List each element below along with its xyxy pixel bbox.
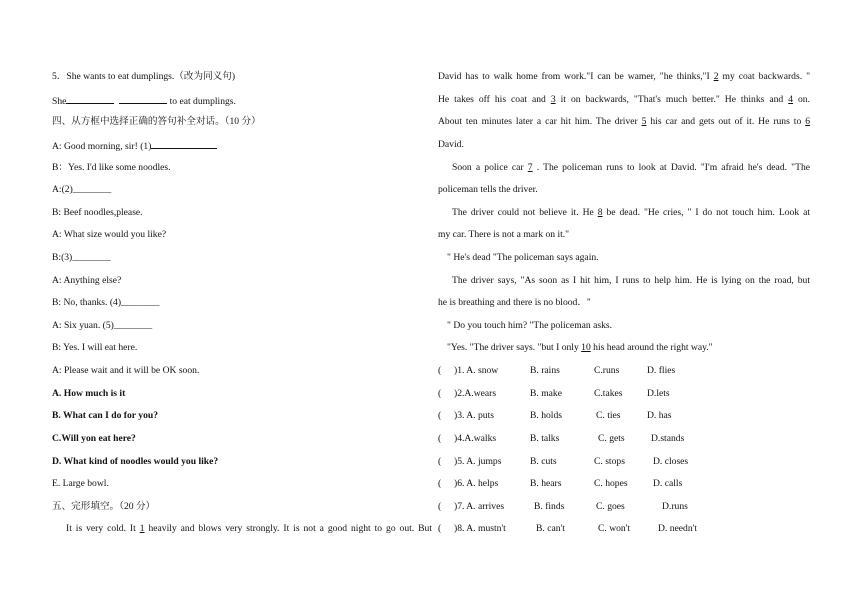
passage-line: David. — [438, 139, 464, 150]
choice-d: D. What kind of noodles would you like? — [52, 456, 219, 467]
option-c[interactable]: C.runs — [594, 365, 620, 376]
option-c[interactable]: C. gets — [598, 433, 625, 444]
option-c[interactable]: C. hopes — [594, 478, 628, 489]
option-b[interactable]: B. holds — [530, 410, 562, 421]
option-c[interactable]: C. goes — [596, 501, 625, 512]
q5-answer-suffix: to eat dumplings. — [167, 96, 236, 107]
answer-paren[interactable]: ( — [438, 388, 442, 399]
dialog-line: B: Beef noodles,please. — [52, 207, 143, 218]
option-b[interactable]: B. rains — [530, 365, 560, 376]
dialog-line: A: Anything else? — [52, 275, 122, 286]
passage-line — [438, 275, 810, 287]
option-row-7 — [438, 501, 688, 513]
answer-paren[interactable]: ( — [438, 456, 442, 467]
passage-line — [438, 116, 810, 128]
option-a[interactable]: )7. A. arrives — [454, 501, 505, 512]
option-a[interactable]: )4.A.walks — [454, 433, 497, 444]
passage-line — [447, 342, 713, 354]
option-b[interactable]: B. finds — [534, 501, 565, 512]
dialog-line: B: No, thanks. (4)________ — [52, 297, 160, 308]
dialog-line: A: Please wait and it will be OK soon. — [52, 365, 200, 376]
question-5-title: 5．She wants to eat dumplings.（改为同义句) — [52, 71, 236, 82]
answer-blank[interactable] — [66, 94, 114, 104]
option-d[interactable]: D.stands — [651, 433, 685, 444]
option-d[interactable]: D.lets — [647, 388, 670, 399]
dialog-line: B:(3)________ — [52, 252, 111, 263]
dialog-line: A:(2)________ — [52, 184, 112, 195]
section-5-title: 五、完形填空。（20 分） — [52, 501, 156, 512]
answer-paren[interactable]: ( — [438, 501, 442, 512]
option-d[interactable]: D.runs — [662, 501, 688, 512]
passage-text: it on backwards, "That's much better." He thinks and — [555, 94, 789, 105]
passage-text: on. — [793, 94, 810, 105]
cloze-number: 8 — [597, 207, 603, 218]
option-row-3 — [438, 410, 672, 422]
cloze-number: 7 — [527, 162, 533, 173]
option-row-5 — [438, 456, 688, 468]
passage-text: "Yes. "The driver says. "but I only — [447, 342, 582, 353]
passage-line: policeman tells the driver. — [438, 184, 538, 195]
cloze-number: 4 — [788, 94, 794, 105]
dialog-line — [52, 139, 217, 153]
choice-b: B. What can I do for you? — [52, 410, 158, 421]
passage-line — [438, 162, 810, 174]
passage-text: He takes off his coat and — [438, 94, 551, 105]
option-a[interactable]: )5. A. jumps — [454, 456, 502, 467]
cloze-number: 3 — [550, 94, 556, 105]
option-row-6 — [438, 478, 682, 490]
option-c[interactable]: C.takes — [594, 388, 623, 399]
q5-answer-prefix: She — [52, 96, 67, 107]
option-row-8 — [438, 523, 697, 535]
option-a[interactable]: )6. A. helps — [454, 478, 499, 489]
answer-paren[interactable]: ( — [438, 433, 442, 444]
cloze-number: 5 — [641, 116, 647, 127]
option-d[interactable]: D. closes — [653, 456, 689, 467]
passage-text: my coat backwards. " — [718, 71, 810, 82]
passage-text: The driver says, "As soon as I hit him, I runs to help him. He is lying on the road, but — [452, 275, 810, 286]
option-b[interactable]: B. cuts — [530, 456, 557, 467]
passage-text: his car and gets out of it. He runs to — [646, 116, 806, 127]
answer-paren[interactable]: ( — [438, 478, 442, 489]
option-c[interactable]: C. stops — [594, 456, 625, 467]
option-a[interactable]: )8. A. mustn't — [454, 523, 506, 534]
choice-a: A. How much is it — [52, 388, 126, 399]
passage-line: my car. There is not a mark on it." — [438, 229, 570, 240]
option-b[interactable]: B. can't — [536, 523, 565, 534]
passage-line — [438, 94, 810, 106]
passage-text: be dead. "He cries, " I do not touch him. Look at — [602, 207, 810, 218]
passage-line — [438, 207, 810, 219]
option-b[interactable]: B. talks — [530, 433, 560, 444]
option-a[interactable]: )1. A. snow — [454, 365, 499, 376]
answer-paren[interactable]: ( — [438, 523, 442, 534]
cloze-number: 1 — [139, 523, 145, 534]
passage-text: his head around the right way." — [590, 342, 713, 353]
passage-line — [438, 71, 810, 83]
passage-text: Soon a police car — [452, 162, 528, 173]
section-4-title: 四、从方框中选择正确的答句补全对话。（10 分） — [52, 116, 261, 127]
choice-e: E. Large bowl. — [52, 478, 109, 489]
question-5-answer-line — [52, 94, 236, 108]
option-a[interactable]: )3. A. puts — [454, 410, 494, 421]
dialog-line: B：Yes. I'd like some noodles. — [52, 162, 171, 173]
cloze-number: 2 — [713, 71, 719, 82]
cloze-number: 6 — [805, 116, 810, 127]
option-c[interactable]: C. won't — [598, 523, 631, 534]
option-a[interactable]: )2.A.wears — [454, 388, 497, 399]
option-row-2 — [438, 388, 670, 400]
passage-text: The driver could not believe it. He — [452, 207, 598, 218]
cloze-number: 10 — [581, 342, 591, 353]
passage-line: he is breathing and there is no blood．" — [438, 297, 591, 308]
option-b[interactable]: B. hears — [530, 478, 562, 489]
passage-text: David has to walk home from work."I can be wamer, "he thinks,"I — [438, 71, 714, 82]
dialog-line-text: A: Good morning, sir! (1) — [52, 141, 152, 152]
answer-blank[interactable] — [119, 94, 167, 104]
dialog-line: A: What size would you like? — [52, 229, 167, 240]
option-d[interactable]: D. has — [647, 410, 672, 421]
passage-text: About ten minutes later a car hit him. The driver — [438, 116, 642, 127]
choice-c: C.Will yon eat here? — [52, 433, 136, 444]
passage-line: " Do you touch him? "The policeman asks. — [447, 320, 613, 331]
cloze-first-line — [52, 523, 432, 535]
cloze-text: heavily and blows very strongly. It is not a good night to go out. But — [144, 523, 432, 534]
option-row-1 — [438, 365, 675, 377]
option-b[interactable]: B. make — [530, 388, 562, 399]
dialog-line: A: Six yuan. (5)________ — [52, 320, 153, 331]
option-d[interactable]: D. flies — [647, 365, 676, 376]
passage-line: " He's dead "The policeman says again. — [447, 252, 599, 263]
option-d[interactable]: D. needn't — [658, 523, 698, 534]
option-c[interactable]: C. ties — [596, 410, 621, 421]
passage-text: . The policeman runs to look at David. "I'm afraid he's dead. "The — [532, 162, 810, 173]
option-d[interactable]: D. calls — [653, 478, 683, 489]
option-row-4 — [438, 433, 684, 445]
answer-paren[interactable]: ( — [438, 410, 442, 421]
cloze-text: It is very cold. It — [66, 523, 140, 534]
dialog-line: B: Yes. I will eat here. — [52, 342, 138, 353]
answer-paren[interactable]: ( — [438, 365, 442, 376]
answer-blank[interactable] — [151, 139, 217, 149]
